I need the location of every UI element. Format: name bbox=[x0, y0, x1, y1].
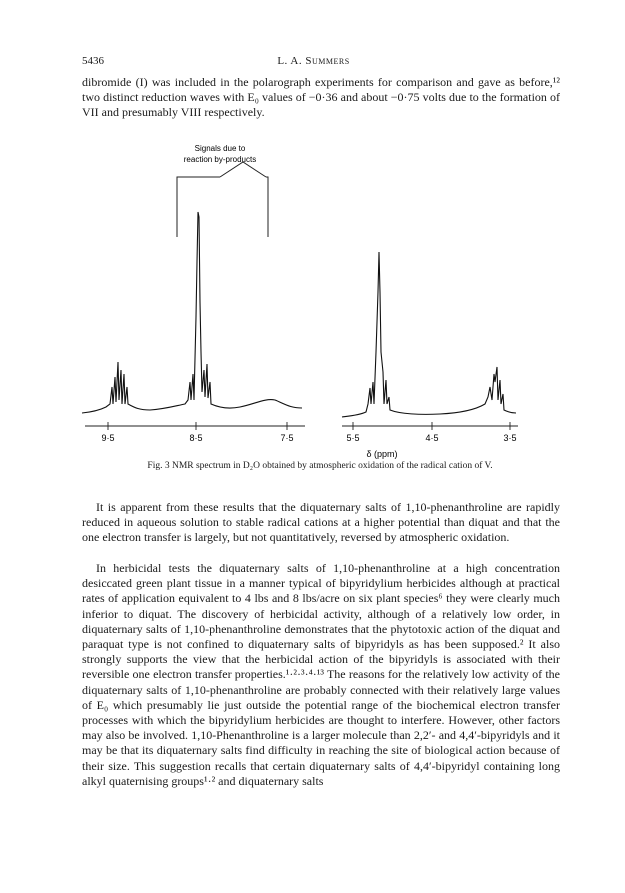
tick-label-5-5: 5·5 bbox=[346, 433, 360, 443]
axis-right bbox=[342, 422, 518, 430]
paragraph-1: It is apparent from these results that the diquaternary salts of 1,10-phenanthroline are rapidly reduced in aqueous solution to stable radical cations at a higher potential than diquat and that the one electron transfer is largely, but not quantitatively, reversed by atmospheric oxidation. bbox=[82, 500, 560, 545]
page-number: 5436 bbox=[82, 55, 104, 67]
tick-label-9-5: 9·5 bbox=[101, 433, 115, 443]
spectrum-trace-right bbox=[342, 252, 516, 417]
tick-label-8-5: 8·5 bbox=[189, 433, 203, 443]
spectrum-trace-left bbox=[82, 212, 302, 413]
annotation-bracket bbox=[177, 162, 268, 237]
nmr-figure bbox=[80, 142, 560, 482]
tick-label-3-5: 3·5 bbox=[503, 433, 517, 443]
page-header bbox=[82, 55, 545, 71]
nmr-spectrum-plot bbox=[80, 142, 560, 462]
annotation-line-2: reaction by-products bbox=[183, 155, 257, 164]
annotation-line-1: Signals due to bbox=[194, 144, 246, 153]
axis-label: δ (ppm) bbox=[366, 449, 398, 459]
intro-paragraph: dibromide (I) was included in the polarograph experiments for comparison and gave as before,¹² two distinct reduction waves with E₀ values of −0·36 and about −0·75 volts due to the formation of VII and presumably VIII respectively. bbox=[82, 75, 560, 120]
running-head: L. A. Summers bbox=[277, 55, 350, 67]
tick-label-7-5: 7·5 bbox=[280, 433, 294, 443]
tick-label-4-5: 4·5 bbox=[425, 433, 439, 443]
axis-left bbox=[85, 422, 305, 430]
paragraph-2: In herbicidal tests the diquaternary salts of 1,10-phenanthroline at a high concentration desiccated green plant tissue in a manner typical of bipyridylium herbicides although at practical rates of application equivalent to 4 lbs and 8 lbs/acre on six plant species⁶ they were clearly much inferior to diquat. The discovery of herbicidal activity, although of a relatively low order, in diquaternary salts of 1,10-phenanthroline demonstrates that the phytotoxic action of the diquat and paraquat type is not confined to diquaternary salts of bipyridyls as has been supposed.² It also strongly supports the view that the herbicidal action of the bipyridyls is associated with their reversible one electron transfer properties.¹·²·³·⁴·¹³ The reasons for the relatively low activity of the diquaternary salts of 1,10-phenanthroline are probably connected with their relatively large values of E₀ which presumably lie just outside the potential range of the biochemical electron transfer processes with which the bipyridylium herbicides are thought to interfere. However, other factors may also be involved. 1,10-Phenanthroline is a larger molecule than 2,2′- and 4,4′-bipyridyls and it may be that its diquaternary salts find difficulty in reaching the site of biological action because of their size. This suggestion recalls that certain diquaternary salts of 4,4′-bipyridyl containing long alkyl quaternising groups¹·² and diquaternary salts bbox=[82, 561, 560, 788]
figure-caption: Fig. 3 NMR spectrum in D₂O obtained by atmospheric oxidation of the radical cation of V. bbox=[147, 461, 493, 471]
